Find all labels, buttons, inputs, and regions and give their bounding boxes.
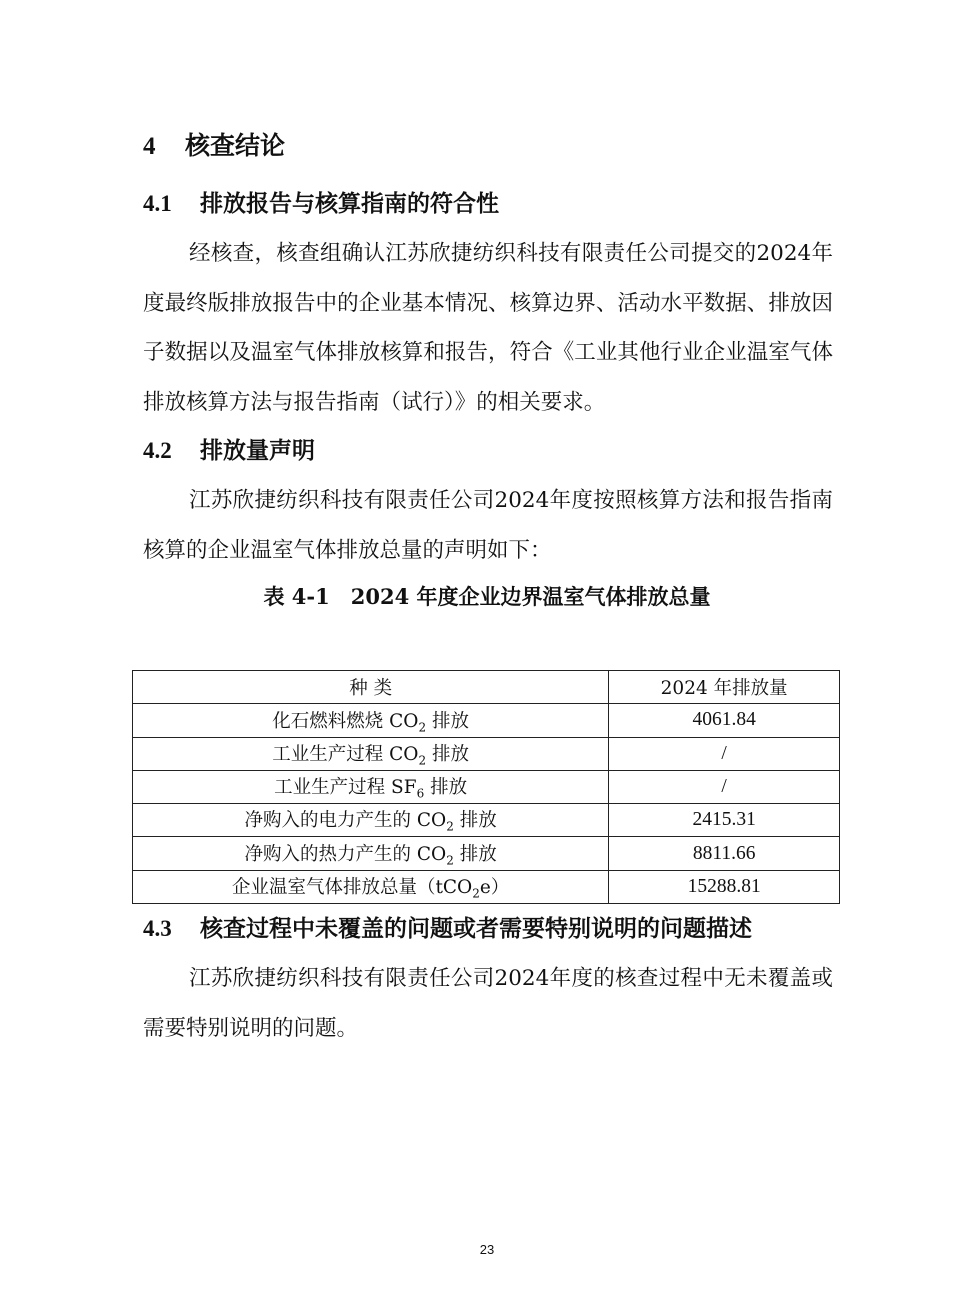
- section-4-2-heading: [143, 434, 315, 468]
- row-category: 工业生产过程 $CO_2$ 排放: [133, 737, 609, 770]
- section-4-1-heading: [143, 187, 499, 221]
- section-4-2-paragraph: 江苏欣捷纺织科技有限责任公司2024年度按照核算方法和报告指南核算的企业温室气体排放总量的声明如下：: [143, 488, 833, 563]
- row-value: 4061.84: [609, 704, 840, 737]
- section-4-3-paragraph: 江苏欣捷纺织科技有限责任公司2024年度的核查过程中无未覆盖或需要特别说明的问题。: [143, 966, 833, 1041]
- section-4-number: 4: [143, 133, 156, 160]
- table-caption: 表 4-1 2024 年度企业边界温室气体排放总量: [263, 584, 711, 609]
- table-row: [133, 737, 840, 770]
- table-row: [133, 704, 840, 737]
- page-number: 23: [479, 1242, 495, 1257]
- section-4-1-number: 4.1: [143, 191, 172, 216]
- header-category: 种 类: [133, 671, 609, 704]
- row-category: 净购入的电力产生的 $CO_2$ 排放: [133, 804, 609, 837]
- section-4-2-number: 4.2: [143, 438, 172, 463]
- row-value: 15288.81: [609, 870, 840, 903]
- section-4-heading: [143, 128, 285, 165]
- table-body: [133, 704, 840, 904]
- row-category: 企业温室气体排放总量（tCO$_2$e）: [133, 870, 609, 903]
- section-4-1-paragraph: 经核查，核查组确认江苏欣捷纺织科技有限责任公司提交的2024年度最终版排放报告中的企业基本情况、核算边界、活动水平数据、排放因子数据以及温室气体排放核算和报告，符合《工业其他行业企业温室气体排放核算方法与报告指南（试行）》的相关要求。: [143, 241, 833, 415]
- section-4-2-title: 排放量声明: [200, 437, 315, 464]
- row-category: 化石燃料燃烧 $CO_2$ 排放: [133, 704, 609, 737]
- row-category: 工业生产过程 $SF_6$ 排放: [133, 770, 609, 803]
- row-category: 净购入的热力产生的 $CO_2$ 排放: [133, 837, 609, 870]
- table-row: [133, 804, 840, 837]
- table-row: [133, 837, 840, 870]
- section-4-3-heading: [143, 912, 752, 946]
- section-4-title: 核查结论: [185, 131, 286, 160]
- header-value: 2024 年排放量: [609, 671, 840, 704]
- table-row: [133, 870, 840, 903]
- section-4-3-title: 核查过程中未覆盖的问题或者需要特别说明的问题描述: [200, 915, 752, 942]
- section-4-3-number: 4.3: [143, 916, 172, 941]
- emissions-table: [132, 670, 840, 904]
- table-row: [133, 770, 840, 803]
- table-header-row: [133, 671, 840, 704]
- row-value: 8811.66: [609, 837, 840, 870]
- row-value: /: [609, 770, 840, 803]
- row-value: 2415.31: [609, 804, 840, 837]
- section-4-1-title: 排放报告与核算指南的符合性: [200, 190, 499, 217]
- row-value: /: [609, 737, 840, 770]
